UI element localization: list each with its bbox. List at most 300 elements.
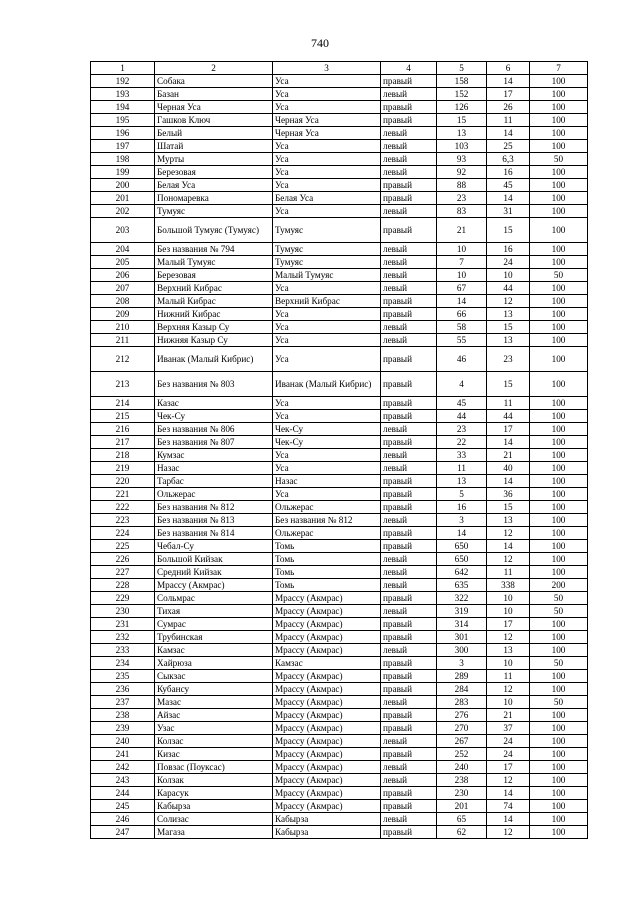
cell-row-number: 237 bbox=[91, 696, 155, 709]
cell-river-name: Мурты bbox=[155, 153, 273, 166]
cell-zone-width: 100 bbox=[530, 748, 588, 761]
cell-bank: правый bbox=[381, 540, 437, 553]
cell-bank: левый bbox=[381, 334, 437, 347]
cell-row-number: 213 bbox=[91, 372, 155, 397]
cell-zone-width: 100 bbox=[530, 243, 588, 256]
cell-bank: правый bbox=[381, 114, 437, 127]
cell-river-name: Назас bbox=[155, 462, 273, 475]
cell-distance-from-mouth: 276 bbox=[437, 709, 487, 722]
cell-bank: правый bbox=[381, 657, 437, 670]
cell-flows-into: Уса bbox=[273, 101, 381, 114]
cell-flows-into: Мрассу (Акмрас) bbox=[273, 761, 381, 774]
cell-river-length: 11 bbox=[487, 397, 530, 410]
cell-row-number: 229 bbox=[91, 592, 155, 605]
cell-flows-into: Мрассу (Акмрас) bbox=[273, 696, 381, 709]
cell-river-name: Без названия № 806 bbox=[155, 423, 273, 436]
cell-distance-from-mouth: 158 bbox=[437, 75, 487, 88]
cell-zone-width: 50 bbox=[530, 657, 588, 670]
table-row bbox=[91, 735, 588, 748]
cell-bank: правый bbox=[381, 709, 437, 722]
cell-river-name: Белый bbox=[155, 127, 273, 140]
cell-distance-from-mouth: 283 bbox=[437, 696, 487, 709]
cell-flows-into: Мрассу (Акмрас) bbox=[273, 800, 381, 813]
cell-distance-from-mouth: 55 bbox=[437, 334, 487, 347]
cell-flows-into: Чек-Су bbox=[273, 436, 381, 449]
table-row bbox=[91, 488, 588, 501]
cell-distance-from-mouth: 3 bbox=[437, 514, 487, 527]
cell-river-name: Базан bbox=[155, 88, 273, 101]
cell-flows-into: Уса bbox=[273, 308, 381, 321]
table-row bbox=[91, 462, 588, 475]
cell-flows-into: Мрассу (Акмрас) bbox=[273, 683, 381, 696]
cell-row-number: 206 bbox=[91, 269, 155, 282]
table-row bbox=[91, 334, 588, 347]
cell-zone-width: 100 bbox=[530, 372, 588, 397]
cell-zone-width: 100 bbox=[530, 488, 588, 501]
cell-bank: правый bbox=[381, 748, 437, 761]
cell-bank: левый bbox=[381, 553, 437, 566]
cell-bank: правый bbox=[381, 101, 437, 114]
cell-river-name: Чек-Су bbox=[155, 410, 273, 423]
cell-flows-into: Уса bbox=[273, 179, 381, 192]
cell-river-name: Кизас bbox=[155, 748, 273, 761]
cell-flows-into: Малый Тумуяс bbox=[273, 269, 381, 282]
cell-flows-into: Тумуяс bbox=[273, 218, 381, 243]
table-row bbox=[91, 101, 588, 114]
cell-bank: левый bbox=[381, 256, 437, 269]
cell-distance-from-mouth: 83 bbox=[437, 205, 487, 218]
cell-distance-from-mouth: 126 bbox=[437, 101, 487, 114]
cell-zone-width: 100 bbox=[530, 218, 588, 243]
table-row bbox=[91, 527, 588, 540]
table-row bbox=[91, 256, 588, 269]
cell-flows-into: Уса bbox=[273, 410, 381, 423]
cell-zone-width: 100 bbox=[530, 449, 588, 462]
cell-river-name: Без названия № 813 bbox=[155, 514, 273, 527]
cell-bank: левый bbox=[381, 321, 437, 334]
table-row bbox=[91, 397, 588, 410]
table-row bbox=[91, 372, 588, 397]
cell-distance-from-mouth: 11 bbox=[437, 462, 487, 475]
table-row bbox=[91, 592, 588, 605]
cell-row-number: 200 bbox=[91, 179, 155, 192]
cell-river-name: Гашков Ключ bbox=[155, 114, 273, 127]
cell-river-length: 14 bbox=[487, 75, 530, 88]
cell-river-name: Шатай bbox=[155, 140, 273, 153]
cell-flows-into: Мрассу (Акмрас) bbox=[273, 787, 381, 800]
cell-bank: правый bbox=[381, 826, 437, 839]
cell-distance-from-mouth: 300 bbox=[437, 644, 487, 657]
cell-distance-from-mouth: 4 bbox=[437, 372, 487, 397]
cell-bank: правый bbox=[381, 488, 437, 501]
cell-flows-into: Мрассу (Акмрас) bbox=[273, 709, 381, 722]
cell-river-length: 74 bbox=[487, 800, 530, 813]
table-row bbox=[91, 540, 588, 553]
cell-row-number: 203 bbox=[91, 218, 155, 243]
cell-flows-into: Уса bbox=[273, 462, 381, 475]
cell-river-length: 14 bbox=[487, 787, 530, 800]
cell-river-name: Нижняя Казыр Су bbox=[155, 334, 273, 347]
cell-distance-from-mouth: 201 bbox=[437, 800, 487, 813]
cell-river-length: 24 bbox=[487, 256, 530, 269]
cell-river-name: Без названия № 807 bbox=[155, 436, 273, 449]
cell-river-name: Казас bbox=[155, 397, 273, 410]
cell-distance-from-mouth: 650 bbox=[437, 540, 487, 553]
table-row bbox=[91, 127, 588, 140]
table-row bbox=[91, 644, 588, 657]
cell-river-length: 14 bbox=[487, 813, 530, 826]
cell-zone-width: 100 bbox=[530, 462, 588, 475]
cell-bank: правый bbox=[381, 410, 437, 423]
cell-distance-from-mouth: 319 bbox=[437, 605, 487, 618]
cell-river-name: Сольмрас bbox=[155, 592, 273, 605]
cell-bank: левый bbox=[381, 153, 437, 166]
cell-distance-from-mouth: 238 bbox=[437, 774, 487, 787]
cell-row-number: 241 bbox=[91, 748, 155, 761]
cell-row-number: 196 bbox=[91, 127, 155, 140]
cell-bank: левый bbox=[381, 774, 437, 787]
table-row bbox=[91, 410, 588, 423]
cell-row-number: 224 bbox=[91, 527, 155, 540]
cell-river-length: 10 bbox=[487, 269, 530, 282]
cell-zone-width: 100 bbox=[530, 436, 588, 449]
cell-river-length: 15 bbox=[487, 372, 530, 397]
cell-river-length: 17 bbox=[487, 88, 530, 101]
cell-river-length: 14 bbox=[487, 192, 530, 205]
cell-river-name: Березовая bbox=[155, 269, 273, 282]
table-row bbox=[91, 436, 588, 449]
cell-bank: левый bbox=[381, 205, 437, 218]
cell-flows-into: Уса bbox=[273, 488, 381, 501]
cell-river-name: Повзас (Поуксас) bbox=[155, 761, 273, 774]
header-cell-1: 1 bbox=[91, 62, 155, 75]
cell-row-number: 232 bbox=[91, 631, 155, 644]
cell-flows-into: Иванак (Малый Кибрис) bbox=[273, 372, 381, 397]
cell-river-name: Тумуяс bbox=[155, 205, 273, 218]
table-row bbox=[91, 787, 588, 800]
table-row bbox=[91, 295, 588, 308]
cell-flows-into: Верхний Кибрас bbox=[273, 295, 381, 308]
cell-distance-from-mouth: 22 bbox=[437, 436, 487, 449]
cell-flows-into: Уса bbox=[273, 282, 381, 295]
cell-row-number: 192 bbox=[91, 75, 155, 88]
cell-bank: правый bbox=[381, 631, 437, 644]
cell-flows-into: Уса bbox=[273, 153, 381, 166]
cell-distance-from-mouth: 15 bbox=[437, 114, 487, 127]
cell-zone-width: 100 bbox=[530, 423, 588, 436]
cell-bank: левый bbox=[381, 243, 437, 256]
cell-river-name: Березовая bbox=[155, 166, 273, 179]
table-row bbox=[91, 347, 588, 372]
cell-river-name: Чебал-Су bbox=[155, 540, 273, 553]
cell-distance-from-mouth: 152 bbox=[437, 88, 487, 101]
cell-zone-width: 100 bbox=[530, 166, 588, 179]
cell-river-length: 12 bbox=[487, 631, 530, 644]
page-number: 740 bbox=[311, 36, 329, 50]
cell-river-name: Верхняя Казыр Су bbox=[155, 321, 273, 334]
table-row bbox=[91, 657, 588, 670]
cell-river-name: Колзас bbox=[155, 735, 273, 748]
cell-river-length: 31 bbox=[487, 205, 530, 218]
cell-river-length: 44 bbox=[487, 282, 530, 295]
cell-row-number: 204 bbox=[91, 243, 155, 256]
cell-zone-width: 100 bbox=[530, 800, 588, 813]
cell-river-length: 24 bbox=[487, 748, 530, 761]
cell-flows-into: Уса bbox=[273, 140, 381, 153]
table-row bbox=[91, 826, 588, 839]
cell-flows-into: Уса bbox=[273, 449, 381, 462]
header-cell-5: 5 bbox=[437, 62, 487, 75]
cell-river-length: 14 bbox=[487, 436, 530, 449]
cell-river-name: Айзас bbox=[155, 709, 273, 722]
cell-distance-from-mouth: 66 bbox=[437, 308, 487, 321]
cell-river-length: 11 bbox=[487, 670, 530, 683]
cell-flows-into: Томь bbox=[273, 540, 381, 553]
cell-bank: правый bbox=[381, 800, 437, 813]
cell-row-number: 225 bbox=[91, 540, 155, 553]
cell-flows-into: Тумуяс bbox=[273, 243, 381, 256]
cell-bank: левый bbox=[381, 127, 437, 140]
cell-zone-width: 100 bbox=[530, 88, 588, 101]
cell-bank: правый bbox=[381, 372, 437, 397]
cell-river-name: Черная Уса bbox=[155, 101, 273, 114]
cell-river-length: 21 bbox=[487, 449, 530, 462]
cell-row-number: 214 bbox=[91, 397, 155, 410]
cell-flows-into: Тумуяс bbox=[273, 256, 381, 269]
cell-row-number: 234 bbox=[91, 657, 155, 670]
cell-river-length: 40 bbox=[487, 462, 530, 475]
cell-river-name: Карасук bbox=[155, 787, 273, 800]
cell-bank: левый bbox=[381, 88, 437, 101]
table-row bbox=[91, 114, 588, 127]
cell-bank: правый bbox=[381, 436, 437, 449]
cell-flows-into: Уса bbox=[273, 334, 381, 347]
cell-flows-into: Мрассу (Акмрас) bbox=[273, 605, 381, 618]
cell-river-length: 12 bbox=[487, 826, 530, 839]
table-row bbox=[91, 308, 588, 321]
table-header bbox=[91, 62, 588, 75]
cell-river-name: Верхний Кибрас bbox=[155, 282, 273, 295]
cell-bank: правый bbox=[381, 218, 437, 243]
cell-zone-width: 100 bbox=[530, 192, 588, 205]
cell-river-length: 13 bbox=[487, 334, 530, 347]
table-row bbox=[91, 800, 588, 813]
cell-zone-width: 100 bbox=[530, 709, 588, 722]
cell-row-number: 238 bbox=[91, 709, 155, 722]
header-cell-6: 6 bbox=[487, 62, 530, 75]
cell-flows-into: Ольжерас bbox=[273, 527, 381, 540]
cell-distance-from-mouth: 16 bbox=[437, 501, 487, 514]
table-row bbox=[91, 748, 588, 761]
cell-distance-from-mouth: 13 bbox=[437, 127, 487, 140]
cell-distance-from-mouth: 3 bbox=[437, 657, 487, 670]
cell-row-number: 240 bbox=[91, 735, 155, 748]
cell-river-name: Узас bbox=[155, 722, 273, 735]
cell-row-number: 211 bbox=[91, 334, 155, 347]
cell-river-length: 14 bbox=[487, 127, 530, 140]
table-row bbox=[91, 243, 588, 256]
cell-row-number: 221 bbox=[91, 488, 155, 501]
cell-river-length: 25 bbox=[487, 140, 530, 153]
cell-zone-width: 100 bbox=[530, 644, 588, 657]
cell-river-length: 23 bbox=[487, 347, 530, 372]
cell-distance-from-mouth: 33 bbox=[437, 449, 487, 462]
cell-river-length: 13 bbox=[487, 644, 530, 657]
cell-row-number: 233 bbox=[91, 644, 155, 657]
cell-river-name: Сыкзас bbox=[155, 670, 273, 683]
table-row bbox=[91, 282, 588, 295]
cell-flows-into: Мрассу (Акмрас) bbox=[273, 722, 381, 735]
header-cell-4: 4 bbox=[381, 62, 437, 75]
cell-zone-width: 100 bbox=[530, 761, 588, 774]
cell-distance-from-mouth: 240 bbox=[437, 761, 487, 774]
cell-flows-into: Черная Уса bbox=[273, 127, 381, 140]
cell-bank: левый bbox=[381, 282, 437, 295]
cell-river-name: Камзас bbox=[155, 644, 273, 657]
cell-distance-from-mouth: 642 bbox=[437, 566, 487, 579]
cell-row-number: 223 bbox=[91, 514, 155, 527]
cell-flows-into: Ольжерас bbox=[273, 501, 381, 514]
cell-distance-from-mouth: 314 bbox=[437, 618, 487, 631]
cell-zone-width: 100 bbox=[530, 127, 588, 140]
cell-river-name: Колзак bbox=[155, 774, 273, 787]
cell-row-number: 244 bbox=[91, 787, 155, 800]
table-row bbox=[91, 670, 588, 683]
cell-distance-from-mouth: 270 bbox=[437, 722, 487, 735]
cell-distance-from-mouth: 14 bbox=[437, 295, 487, 308]
cell-row-number: 210 bbox=[91, 321, 155, 334]
cell-zone-width: 100 bbox=[530, 114, 588, 127]
cell-zone-width: 100 bbox=[530, 683, 588, 696]
cell-bank: левый bbox=[381, 166, 437, 179]
cell-bank: левый bbox=[381, 579, 437, 592]
cell-river-length: 11 bbox=[487, 114, 530, 127]
cell-bank: левый bbox=[381, 644, 437, 657]
cell-row-number: 246 bbox=[91, 813, 155, 826]
cell-flows-into: Белая Уса bbox=[273, 192, 381, 205]
cell-zone-width: 100 bbox=[530, 334, 588, 347]
table-row bbox=[91, 566, 588, 579]
cell-river-length: 45 bbox=[487, 179, 530, 192]
cell-zone-width: 100 bbox=[530, 347, 588, 372]
cell-river-length: 17 bbox=[487, 761, 530, 774]
cell-river-length: 10 bbox=[487, 605, 530, 618]
cell-distance-from-mouth: 44 bbox=[437, 410, 487, 423]
cell-distance-from-mouth: 284 bbox=[437, 683, 487, 696]
cell-flows-into: Мрассу (Акмрас) bbox=[273, 631, 381, 644]
cell-flows-into: Уса bbox=[273, 397, 381, 410]
cell-zone-width: 50 bbox=[530, 592, 588, 605]
cell-river-name: Без названия № 812 bbox=[155, 501, 273, 514]
cell-zone-width: 100 bbox=[530, 75, 588, 88]
cell-zone-width: 100 bbox=[530, 475, 588, 488]
cell-flows-into: Мрассу (Акмрас) bbox=[273, 735, 381, 748]
cell-river-length: 37 bbox=[487, 722, 530, 735]
cell-row-number: 219 bbox=[91, 462, 155, 475]
cell-distance-from-mouth: 10 bbox=[437, 269, 487, 282]
cell-row-number: 194 bbox=[91, 101, 155, 114]
table-row bbox=[91, 166, 588, 179]
cell-zone-width: 100 bbox=[530, 256, 588, 269]
cell-river-length: 10 bbox=[487, 696, 530, 709]
cell-river-length: 17 bbox=[487, 423, 530, 436]
cell-row-number: 235 bbox=[91, 670, 155, 683]
cell-zone-width: 100 bbox=[530, 566, 588, 579]
cell-row-number: 207 bbox=[91, 282, 155, 295]
cell-flows-into: Мрассу (Акмрас) bbox=[273, 774, 381, 787]
cell-zone-width: 50 bbox=[530, 605, 588, 618]
cell-zone-width: 200 bbox=[530, 579, 588, 592]
cell-river-length: 26 bbox=[487, 101, 530, 114]
cell-river-name: Трубинская bbox=[155, 631, 273, 644]
cell-bank: правый bbox=[381, 308, 437, 321]
table-row bbox=[91, 553, 588, 566]
cell-river-length: 11 bbox=[487, 566, 530, 579]
cell-distance-from-mouth: 23 bbox=[437, 423, 487, 436]
table-row bbox=[91, 514, 588, 527]
cell-bank: левый bbox=[381, 514, 437, 527]
cell-river-length: 15 bbox=[487, 218, 530, 243]
table-row bbox=[91, 179, 588, 192]
cell-bank: левый bbox=[381, 813, 437, 826]
cell-flows-into: Кабырза bbox=[273, 813, 381, 826]
cell-row-number: 201 bbox=[91, 192, 155, 205]
cell-flows-into: Без названия № 812 bbox=[273, 514, 381, 527]
cell-bank: правый bbox=[381, 683, 437, 696]
cell-row-number: 243 bbox=[91, 774, 155, 787]
cell-bank: левый bbox=[381, 140, 437, 153]
cell-distance-from-mouth: 267 bbox=[437, 735, 487, 748]
cell-river-name: Магаза bbox=[155, 826, 273, 839]
cell-bank: правый bbox=[381, 75, 437, 88]
cell-river-length: 14 bbox=[487, 540, 530, 553]
cell-river-name: Хайрюза bbox=[155, 657, 273, 670]
cell-row-number: 230 bbox=[91, 605, 155, 618]
cell-row-number: 222 bbox=[91, 501, 155, 514]
cell-bank: левый bbox=[381, 462, 437, 475]
cell-zone-width: 50 bbox=[530, 269, 588, 282]
cell-bank: правый bbox=[381, 592, 437, 605]
cell-river-name: Кумзас bbox=[155, 449, 273, 462]
table-row bbox=[91, 501, 588, 514]
cell-river-name: Средний Кийзак bbox=[155, 566, 273, 579]
table-row bbox=[91, 631, 588, 644]
cell-distance-from-mouth: 5 bbox=[437, 488, 487, 501]
cell-river-length: 13 bbox=[487, 514, 530, 527]
cell-flows-into: Назас bbox=[273, 475, 381, 488]
table-row bbox=[91, 88, 588, 101]
cell-bank: правый bbox=[381, 501, 437, 514]
table-row bbox=[91, 475, 588, 488]
table-row bbox=[91, 696, 588, 709]
table-row bbox=[91, 722, 588, 735]
cell-flows-into: Мрассу (Акмрас) bbox=[273, 644, 381, 657]
cell-zone-width: 100 bbox=[530, 397, 588, 410]
cell-distance-from-mouth: 13 bbox=[437, 475, 487, 488]
cell-distance-from-mouth: 635 bbox=[437, 579, 487, 592]
cell-row-number: 209 bbox=[91, 308, 155, 321]
cell-river-length: 12 bbox=[487, 774, 530, 787]
cell-row-number: 212 bbox=[91, 347, 155, 372]
cell-distance-from-mouth: 650 bbox=[437, 553, 487, 566]
cell-river-length: 10 bbox=[487, 592, 530, 605]
cell-distance-from-mouth: 252 bbox=[437, 748, 487, 761]
cell-distance-from-mouth: 92 bbox=[437, 166, 487, 179]
cell-zone-width: 100 bbox=[530, 308, 588, 321]
cell-bank: правый bbox=[381, 397, 437, 410]
table-row bbox=[91, 75, 588, 88]
cell-zone-width: 100 bbox=[530, 410, 588, 423]
